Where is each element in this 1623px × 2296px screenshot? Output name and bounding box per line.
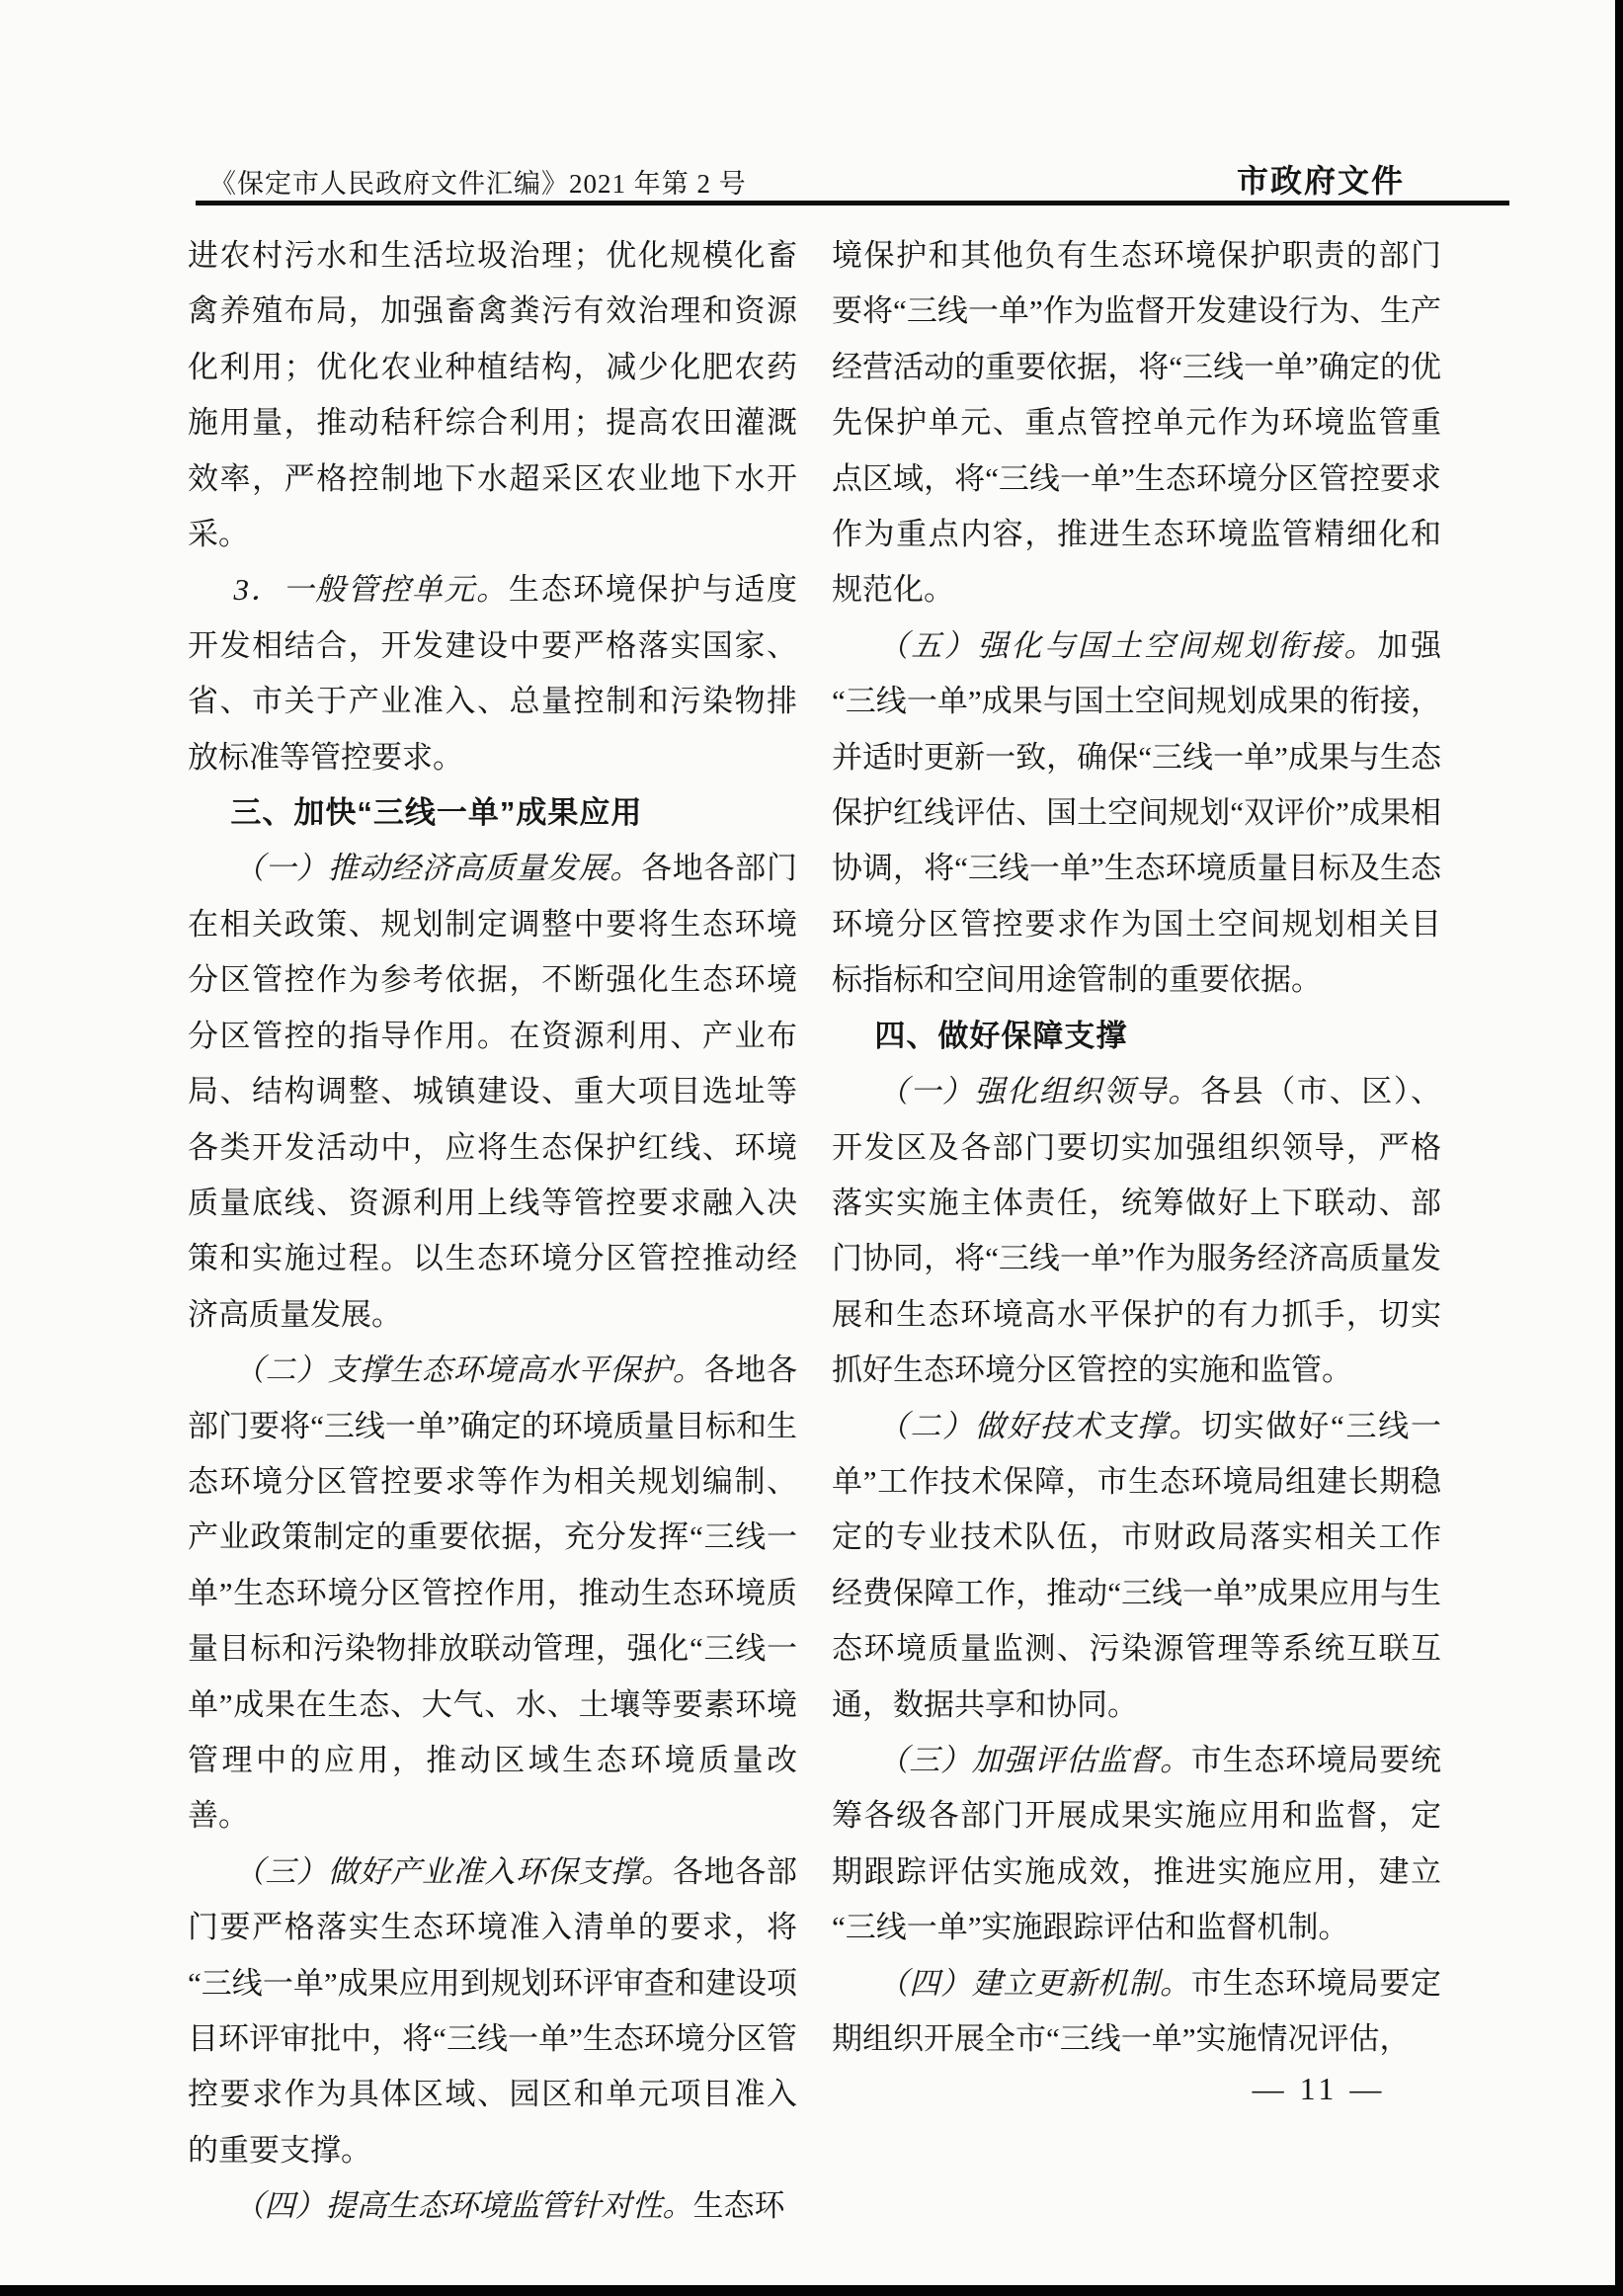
paragraph: 进农村污水和生活垃圾治理；优化规模化畜禽养殖布局，加强畜禽粪污有效治理和资源化利用；优化农业种植结构，减少化肥农药施用量，推动秸秆综合利用；提高农田灌溉效率，严格控制地下水超采区农业地下水开采。 [188, 238, 797, 552]
section-heading: 三、加快“三线一单”成果应用 [230, 795, 643, 831]
paragraph-lead: （一）推动经济高质量发展。 [233, 851, 642, 886]
section-heading: 四、做好保障支撑 [874, 1018, 1128, 1053]
document-category-label: 市政府文件 [1237, 163, 1406, 199]
scan-edge-bottom [0, 2285, 1623, 2296]
paragraph: （二）支撑生态环境高水平保护。各地各部门要将“三线一单”确定的环境质量目标和生态环境分区管控要求等作为相关规划编制、产业政策制定的重要依据，充分发挥“三线一单”生态环境分区管控作用，推动生态环境质量目标和污染物排放联动管理，强化“三线一单”成果在生态、大气、水、土壤等要素环境管理中的应用，推动区域生态环境质量改善。 [188, 1353, 798, 1834]
scan-edge-right [1615, 0, 1623, 2296]
paragraph-lead: （四）建立更新机制。 [877, 1965, 1191, 2001]
page-number: — 11 — [1252, 2071, 1386, 2106]
left-text-column [188, 228, 797, 2235]
paragraph-lead: （一）强化组织领导。 [877, 1074, 1200, 1109]
paragraph: （三）加强评估监督。市生态环境局要统筹各级各部门开展成果实施应用和监督，定期跟踪评估实施成效，推进实施应用，建立“三线一单”实施跟踪评估和监督机制。 [832, 1742, 1442, 1945]
header-divider-rule [196, 201, 1509, 205]
paragraph-lead: （三）做好产业准入环保支撑。 [233, 1853, 673, 1889]
paragraph: （一）强化组织领导。各县（市、区）、开发区及各部门要切实加强组织领导，严格落实实施主体责任，统筹做好上下联动、部门协同，将“三线一单”作为服务经济高质量发展和生态环境高水平保护的有力抓手，切实抓好生态环境分区管控的实施和监管。 [832, 1074, 1442, 1388]
paragraph-lead: （五）强化与国土空间规划衔接。 [877, 627, 1378, 663]
paragraph: 境保护和其他负有生态环境保护职责的部门要将“三线一单”作为监督开发建设行为、生产经营活动的重要依据，将“三线一单”确定的优先保护单元、重点管控单元作为环境监管重点区域，将“三线一单”生态环境分区管控要求作为重点内容，推进生态环境监管精细化和规范化。 [832, 238, 1441, 608]
paragraph-lead: （三）加强评估监督。 [877, 1742, 1191, 1777]
paragraph-lead: （四）提高生态环境监管针对性。 [233, 2188, 693, 2224]
paragraph: （一）推动经济高质量发展。各地各部门在相关政策、规划制定调整中要将生态环境分区管控作为参考依据，不断强化生态环境分区管控的指导作用。在资源利用、产业布局、结构调整、城镇建设、重大项目选址等各类开发活动中，应将生态保护红线、环境质量底线、资源利用上线等管控要求融入决策和实施过程。以生态环境分区管控推动经济高质量发展。 [188, 851, 798, 1332]
paragraph-lead: （二）支撑生态环境高水平保护。 [233, 1353, 704, 1388]
paragraph-lead: 3．一般管控单元。 [233, 572, 509, 608]
paragraph: （五）强化与国土空间规划衔接。加强“三线一单”成果与国土空间规划成果的衔接，并适时更新一致，确保“三线一单”成果与生态保护红线评估、国土空间规划“双评价”成果相协调，将“三线一单”生态环境质量目标及生态环境分区管控要求作为国土空间规划相关目标指标和空间用途管制的重要依据。 [832, 627, 1441, 998]
paragraph-lead: （二）做好技术支撑。 [877, 1408, 1201, 1443]
paragraph: （二）做好技术支撑。切实做好“三线一单”工作技术保障，市生态环境局组建长期稳定的专业技术队伍，市财政局落实相关工作经费保障工作，推动“三线一单”成果应用与生态环境质量监测、污染源管理等系统互联互通，数据共享和协同。 [832, 1408, 1442, 1722]
paragraph: （四）建立更新机制。市生态环境局要定期组织开展全市“三线一单”实施情况评估， [832, 1965, 1442, 2056]
paragraph: （四）提高生态环境监管针对性。生态环 [233, 2188, 785, 2224]
paragraph: （三）做好产业准入环保支撑。各地各部门要严格落实生态环境准入清单的要求，将“三线一单”成果应用到规划环评审查和建设项目环评审批中，将“三线一单”生态环境分区管控要求作为具体区域、园区和单元项目准入的重要支撑。 [188, 1853, 798, 2168]
right-text-column [832, 228, 1441, 2067]
paragraph: 3．一般管控单元。生态环境保护与适度开发相结合，开发建设中要严格落实国家、省、市关于产业准入、总量控制和污染物排放标准等管控要求。 [188, 572, 798, 775]
compilation-title: 《保定市人民政府文件汇编》2021 年第 2 号 [209, 169, 747, 199]
